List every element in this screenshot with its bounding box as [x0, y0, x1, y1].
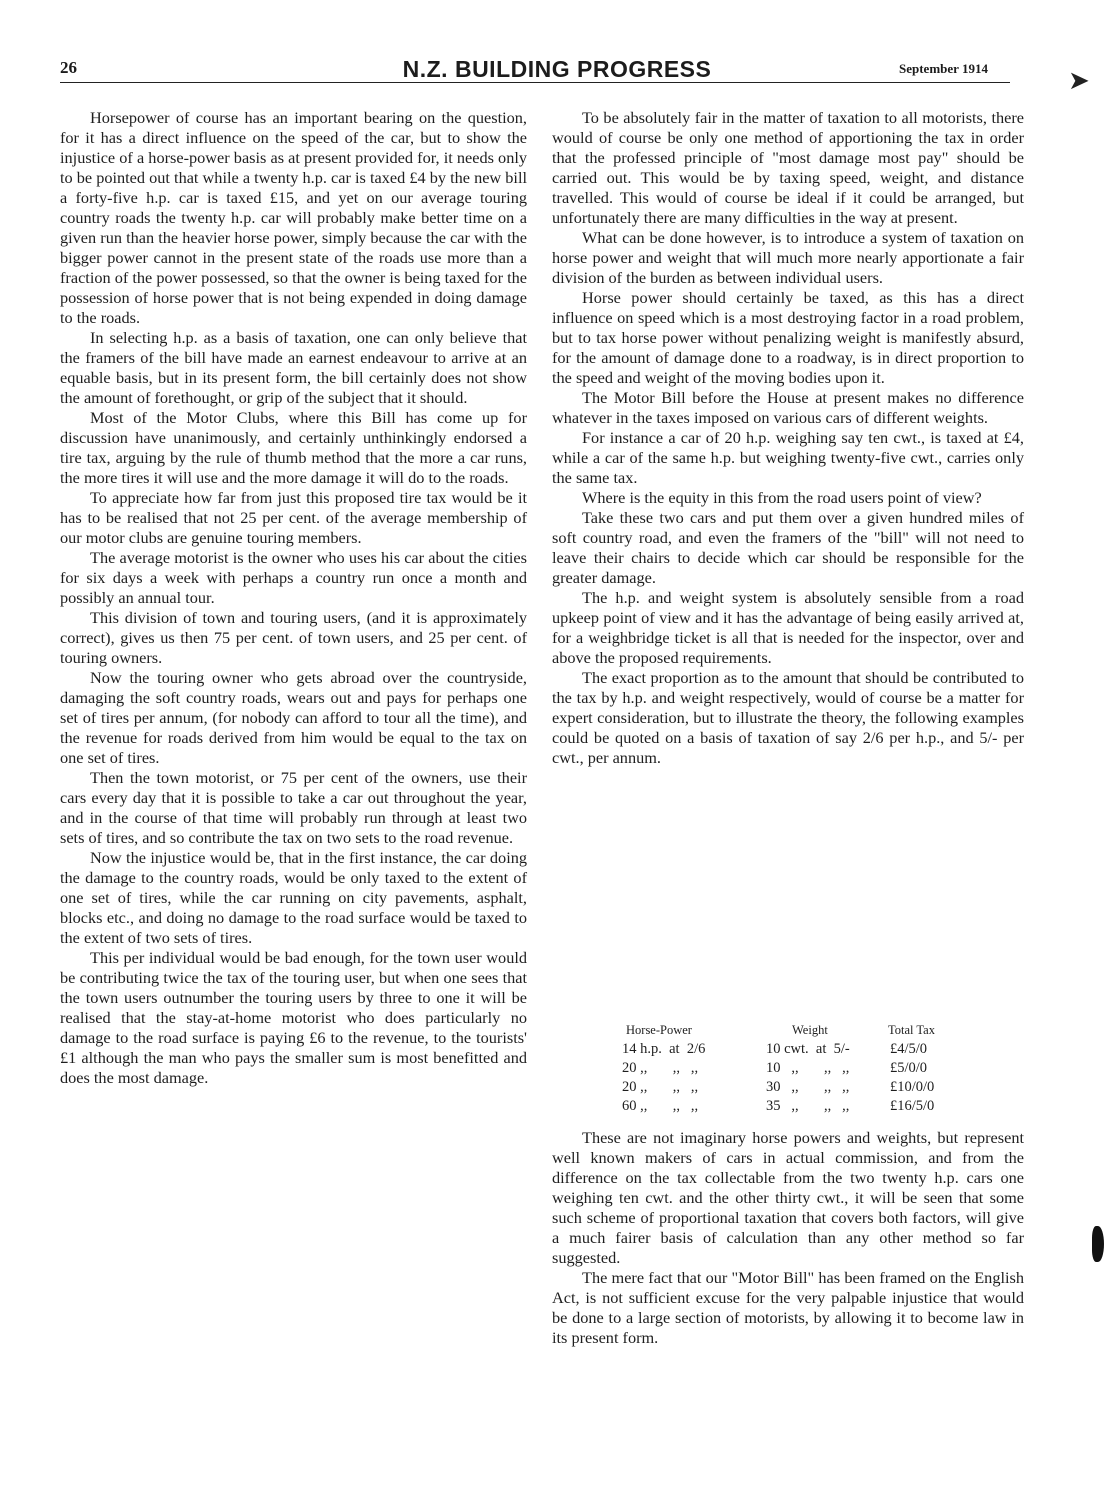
paragraph: For instance a car of 20 h.p. weighing say ten cwt., is taxed at £4, while a car of the same h.p. but weighing twenty-five cwt., carries only the same tax.: [552, 428, 1024, 487]
paragraph: The exact proportion as to the amount that should be contributed to the tax by h.p. and weight respectively, would of course be a matter for expert consideration, but to illustrate the theory, the following examples could be quoted on a basis of taxation of say 2/6 per h.p., and 5/- per cwt., per annum.: [552, 668, 1024, 767]
table-cell: 60 ,, ,, ,,: [622, 1098, 699, 1114]
paragraph: This per individual would be bad enough, for the town user would be contributing twice the tax of the touring user, but when one sees that the town users outnumber the touring users by three to one it will be realised that the stay-at-home motorist who does particularly no damage to the road surface is paying £6 to the revenue, to the tourists' £1 although the man who pays the smaller sum is most benefitted and does the most damage.: [60, 948, 527, 1087]
table-cell: 10 ,, ,, ,,: [766, 1060, 850, 1076]
paragraph: This division of town and touring users, (and it is approximately correct), gives us then 75 per cent. of town users, and 25 per cent. of touring owners.: [60, 608, 527, 667]
table-cell: 14 h.p. at 2/6: [622, 1041, 706, 1057]
column-header: Weight: [792, 1023, 828, 1037]
paragraph: Now the touring owner who gets abroad over the countryside, damaging the soft country roads, wears out and pays for perhaps one set of tires per annum, (for nobody can afford to tour all the time), and the revenue for roads derived from him would be equal to the tax on one set of tires.: [60, 668, 527, 767]
right-column-upper: [552, 108, 1024, 768]
table-row: [616, 1078, 962, 1097]
table-header-row: [616, 1021, 962, 1040]
table-cell: 10 cwt. at 5/-: [766, 1041, 850, 1057]
paragraph: In selecting h.p. as a basis of taxation, one can only believe that the framers of the bill have made an earnest endeavour to arrive at an equable basis, but in its present form, the bill certainly does not show the amount of forethought, or grip of the subject that it should.: [60, 328, 527, 407]
table-row: [616, 1059, 962, 1078]
paragraph: Take these two cars and put them over a given hundred miles of soft country road, and even the framers of the "bill" will not need to leave their chairs to decide which car should be responsible for the greater damage.: [552, 508, 1024, 587]
issue-date: September 1914: [899, 61, 988, 76]
publication-title: N.Z. BUILDING PROGRESS: [402, 56, 712, 82]
paragraph: Then the town motorist, or 75 per cent of the owners, use their cars every day that it is possible to take a car out throughout the year, and in the course of that time will probably run through at least two sets of tires, and so contribute the tax on two sets to the road revenue.: [60, 768, 527, 847]
paragraph: To be absolutely fair in the matter of taxation to all motorists, there would of course be only one method of apportioning the tax in order that the professed principle of "most damage most pay" should be carried out. This would be by taxing speed, weight, and distance travelled. This would of course be ideal if it could be arranged, but unfortunately there are many difficulties in the way at present.: [552, 108, 1024, 227]
paragraph: To appreciate how far from just this proposed tire tax would be it has to be realised that not 25 per cent. of the average membership of our motor clubs are genuine touring members.: [60, 488, 527, 547]
paragraph: Horsepower of course has an important bearing on the question, for it has a direct influence on the speed of the car, but to show the injustice of a horse-power basis as at present provided for, it needs only to be pointed out that while a twenty h.p. car is taxed £4 by the new bill a forty-five h.p. car is taxed £15, and yet on our average touring country roads the twenty h.p. car will probably make better time on a given run than the heavier horse power, simply because the car with the bigger power cannot in the present state of the roads use more than a fraction of the power possessed, so that the owner is being taxed for the possession of horse power that is not being expended in doing damage to the roads.: [60, 108, 527, 327]
margin-arrow-mark: ➤: [1068, 66, 1090, 96]
table-cell: 20 ,, ,, ,,: [622, 1060, 699, 1076]
column-header: Total Tax: [888, 1023, 935, 1037]
paragraph: Where is the equity in this from the road users point of view?: [582, 488, 982, 507]
table-cell: 20 ,, ,, ,,: [622, 1079, 699, 1095]
table-cell: 35 ,, ,, ,,: [766, 1098, 850, 1114]
table-cell: £4/5/0: [890, 1041, 928, 1057]
margin-ink-blot: [1092, 1226, 1104, 1262]
paragraph: What can be done however, is to introduce a system of taxation on horse power and weight that will much more nearly apportionate a fair division of the burden as between individual users.: [552, 228, 1024, 287]
table-row: [616, 1040, 962, 1059]
column-header: Horse-Power: [626, 1023, 692, 1037]
tax-example-table: [616, 1021, 962, 1116]
paragraph: The mere fact that our "Motor Bill" has been framed on the English Act, is not sufficient excuse for the very palpable injustice that would be done to a large section of motorists, by allowing it to become law in its present form.: [552, 1268, 1024, 1347]
left-column: [60, 108, 527, 1088]
table-cell: £5/0/0: [890, 1060, 928, 1076]
right-column-lower: [552, 1128, 1024, 1348]
paragraph: These are not imaginary horse powers and weights, but represent well known makers of cars in actual commission, and from the difference on the tax collectable from the two twenty h.p. cars one weighing ten cwt. and the other thirty cwt., it will be seen that some such scheme of proportional taxation that covers both factors, will give a much fairer basis of calculation than any other method so far suggested.: [552, 1128, 1024, 1267]
table-cell: 30 ,, ,, ,,: [766, 1079, 850, 1095]
table-cell: £16/5/0: [890, 1098, 935, 1114]
page-number: 26: [60, 58, 77, 77]
paragraph: The average motorist is the owner who uses his car about the cities for six days a week with perhaps a country run once a month and possibly an annual tour.: [60, 548, 527, 607]
paragraph: Most of the Motor Clubs, where this Bill has come up for discussion have unanimously, and certainly unthinkingly endorsed a tire tax, arguing by the rule of thumb method that the more a car runs, the more tires it will use and the more damage it will do to the roads.: [60, 408, 527, 487]
header-rule: [60, 82, 1010, 83]
paragraph: Horse power should certainly be taxed, as this has a direct influence on speed which is a most destroying factor in a road problem, but to tax horse power without penalizing weight is manifestly absurd, for the amount of damage done to a roadway, is in direct proportion to the speed and weight of the moving bodies upon it.: [552, 288, 1024, 387]
paragraph: The Motor Bill before the House at present makes no difference whatever in the taxes imposed on various cars of different weights.: [552, 388, 1024, 427]
table-row: [616, 1097, 962, 1116]
paragraph: The h.p. and weight system is absolutely sensible from a road upkeep point of view and it has the advantage of being easily arrived at, for a weighbridge ticket is all that is needed for the inspector, over and above the proposed requirements.: [552, 588, 1024, 667]
table-cell: £10/0/0: [890, 1079, 935, 1095]
paragraph: Now the injustice would be, that in the first instance, the car doing the damage to the country roads, would be only taxed to the extent of one set of tires, while the car running on city pavements, asphalt, blocks etc., and doing no damage to the road surface would be taxed to the extent of two sets of tires.: [60, 848, 527, 947]
